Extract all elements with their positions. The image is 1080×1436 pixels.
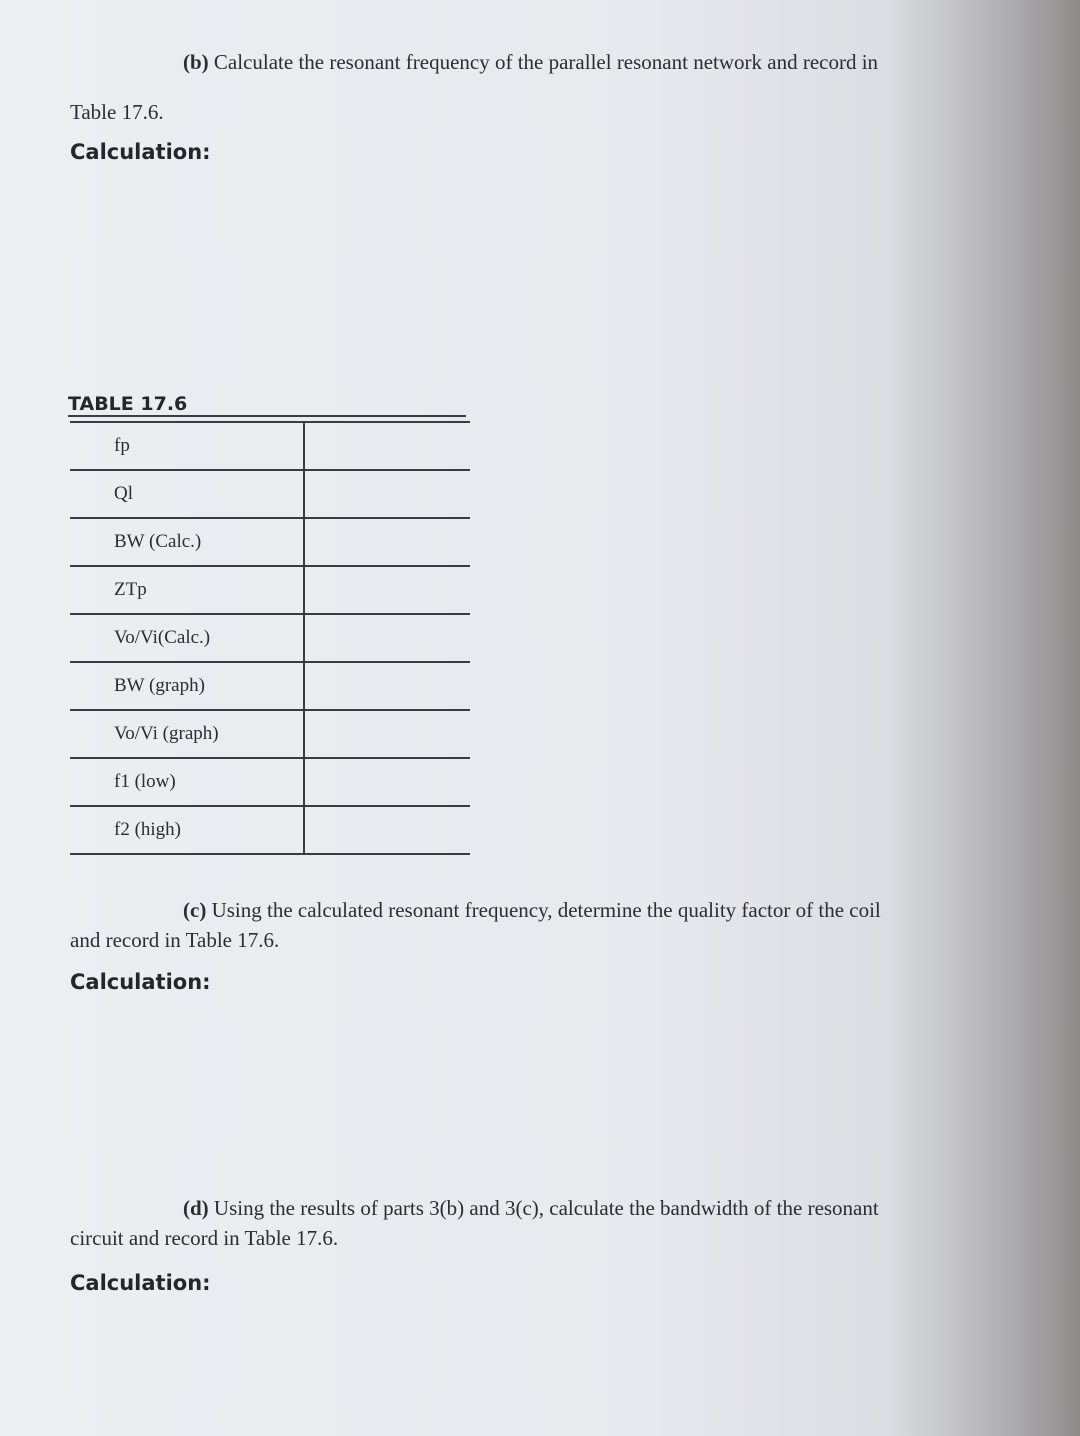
table-row (70, 806, 470, 854)
part-b-text: Calculate the resonant frequency of the parallel resonant network and record in (213, 50, 879, 74)
row-value-f1-low[interactable] (304, 758, 470, 806)
row-value-vo-vi-calc[interactable] (304, 614, 470, 662)
row-label-f2-high: f2 (high) (70, 806, 304, 854)
row-label-bw-calc: BW (Calc.) (70, 518, 304, 566)
row-value-ztp[interactable] (304, 566, 470, 614)
row-value-vo-vi-graph[interactable] (304, 710, 470, 758)
table-top-rule (68, 415, 466, 417)
row-label-ql: Ql (70, 470, 304, 518)
table-row (70, 710, 470, 758)
part-d-text: Using the results of parts 3(b) and 3(c), calculate the bandwidth of the resonant (213, 1196, 879, 1220)
row-label-fp: fp (70, 422, 304, 470)
part-b-calculation-label: Calculation: (70, 140, 211, 164)
table-row (70, 662, 470, 710)
table-row (70, 614, 470, 662)
part-c-label: (c) (183, 898, 207, 922)
table-row (70, 518, 470, 566)
part-c-line1 (183, 898, 1043, 923)
row-label-ztp: ZTp (70, 566, 304, 614)
row-value-fp[interactable] (304, 422, 470, 470)
part-b-label: (b) (183, 50, 209, 74)
part-d-label: (d) (183, 1196, 209, 1220)
row-label-vo-vi-graph: Vo/Vi (graph) (70, 710, 304, 758)
part-d-line1 (183, 1196, 1043, 1221)
part-d-line2: circuit and record in Table 17.6. (70, 1226, 339, 1250)
part-b-line1 (183, 50, 1043, 75)
part-c-calculation-label: Calculation: (70, 970, 211, 994)
row-value-bw-graph[interactable] (304, 662, 470, 710)
row-value-f2-high[interactable] (304, 806, 470, 854)
row-value-ql[interactable] (304, 470, 470, 518)
row-value-bw-calc[interactable] (304, 518, 470, 566)
row-label-vo-vi-calc: Vo/Vi(Calc.) (70, 614, 304, 662)
table-17-6 (70, 421, 470, 855)
table-row (70, 422, 470, 470)
part-c-line2: and record in Table 17.6. (70, 928, 280, 952)
table-row (70, 470, 470, 518)
row-label-bw-graph: BW (graph) (70, 662, 304, 710)
part-b-line2: Table 17.6. (70, 100, 164, 124)
table-row (70, 758, 470, 806)
part-c-text: Using the calculated resonant frequency, determine the quality factor of the coil (211, 898, 881, 922)
part-d-calculation-label: Calculation: (70, 1271, 211, 1295)
table-row (70, 566, 470, 614)
row-label-f1-low: f1 (low) (70, 758, 304, 806)
table-title: TABLE 17.6 (68, 393, 188, 415)
